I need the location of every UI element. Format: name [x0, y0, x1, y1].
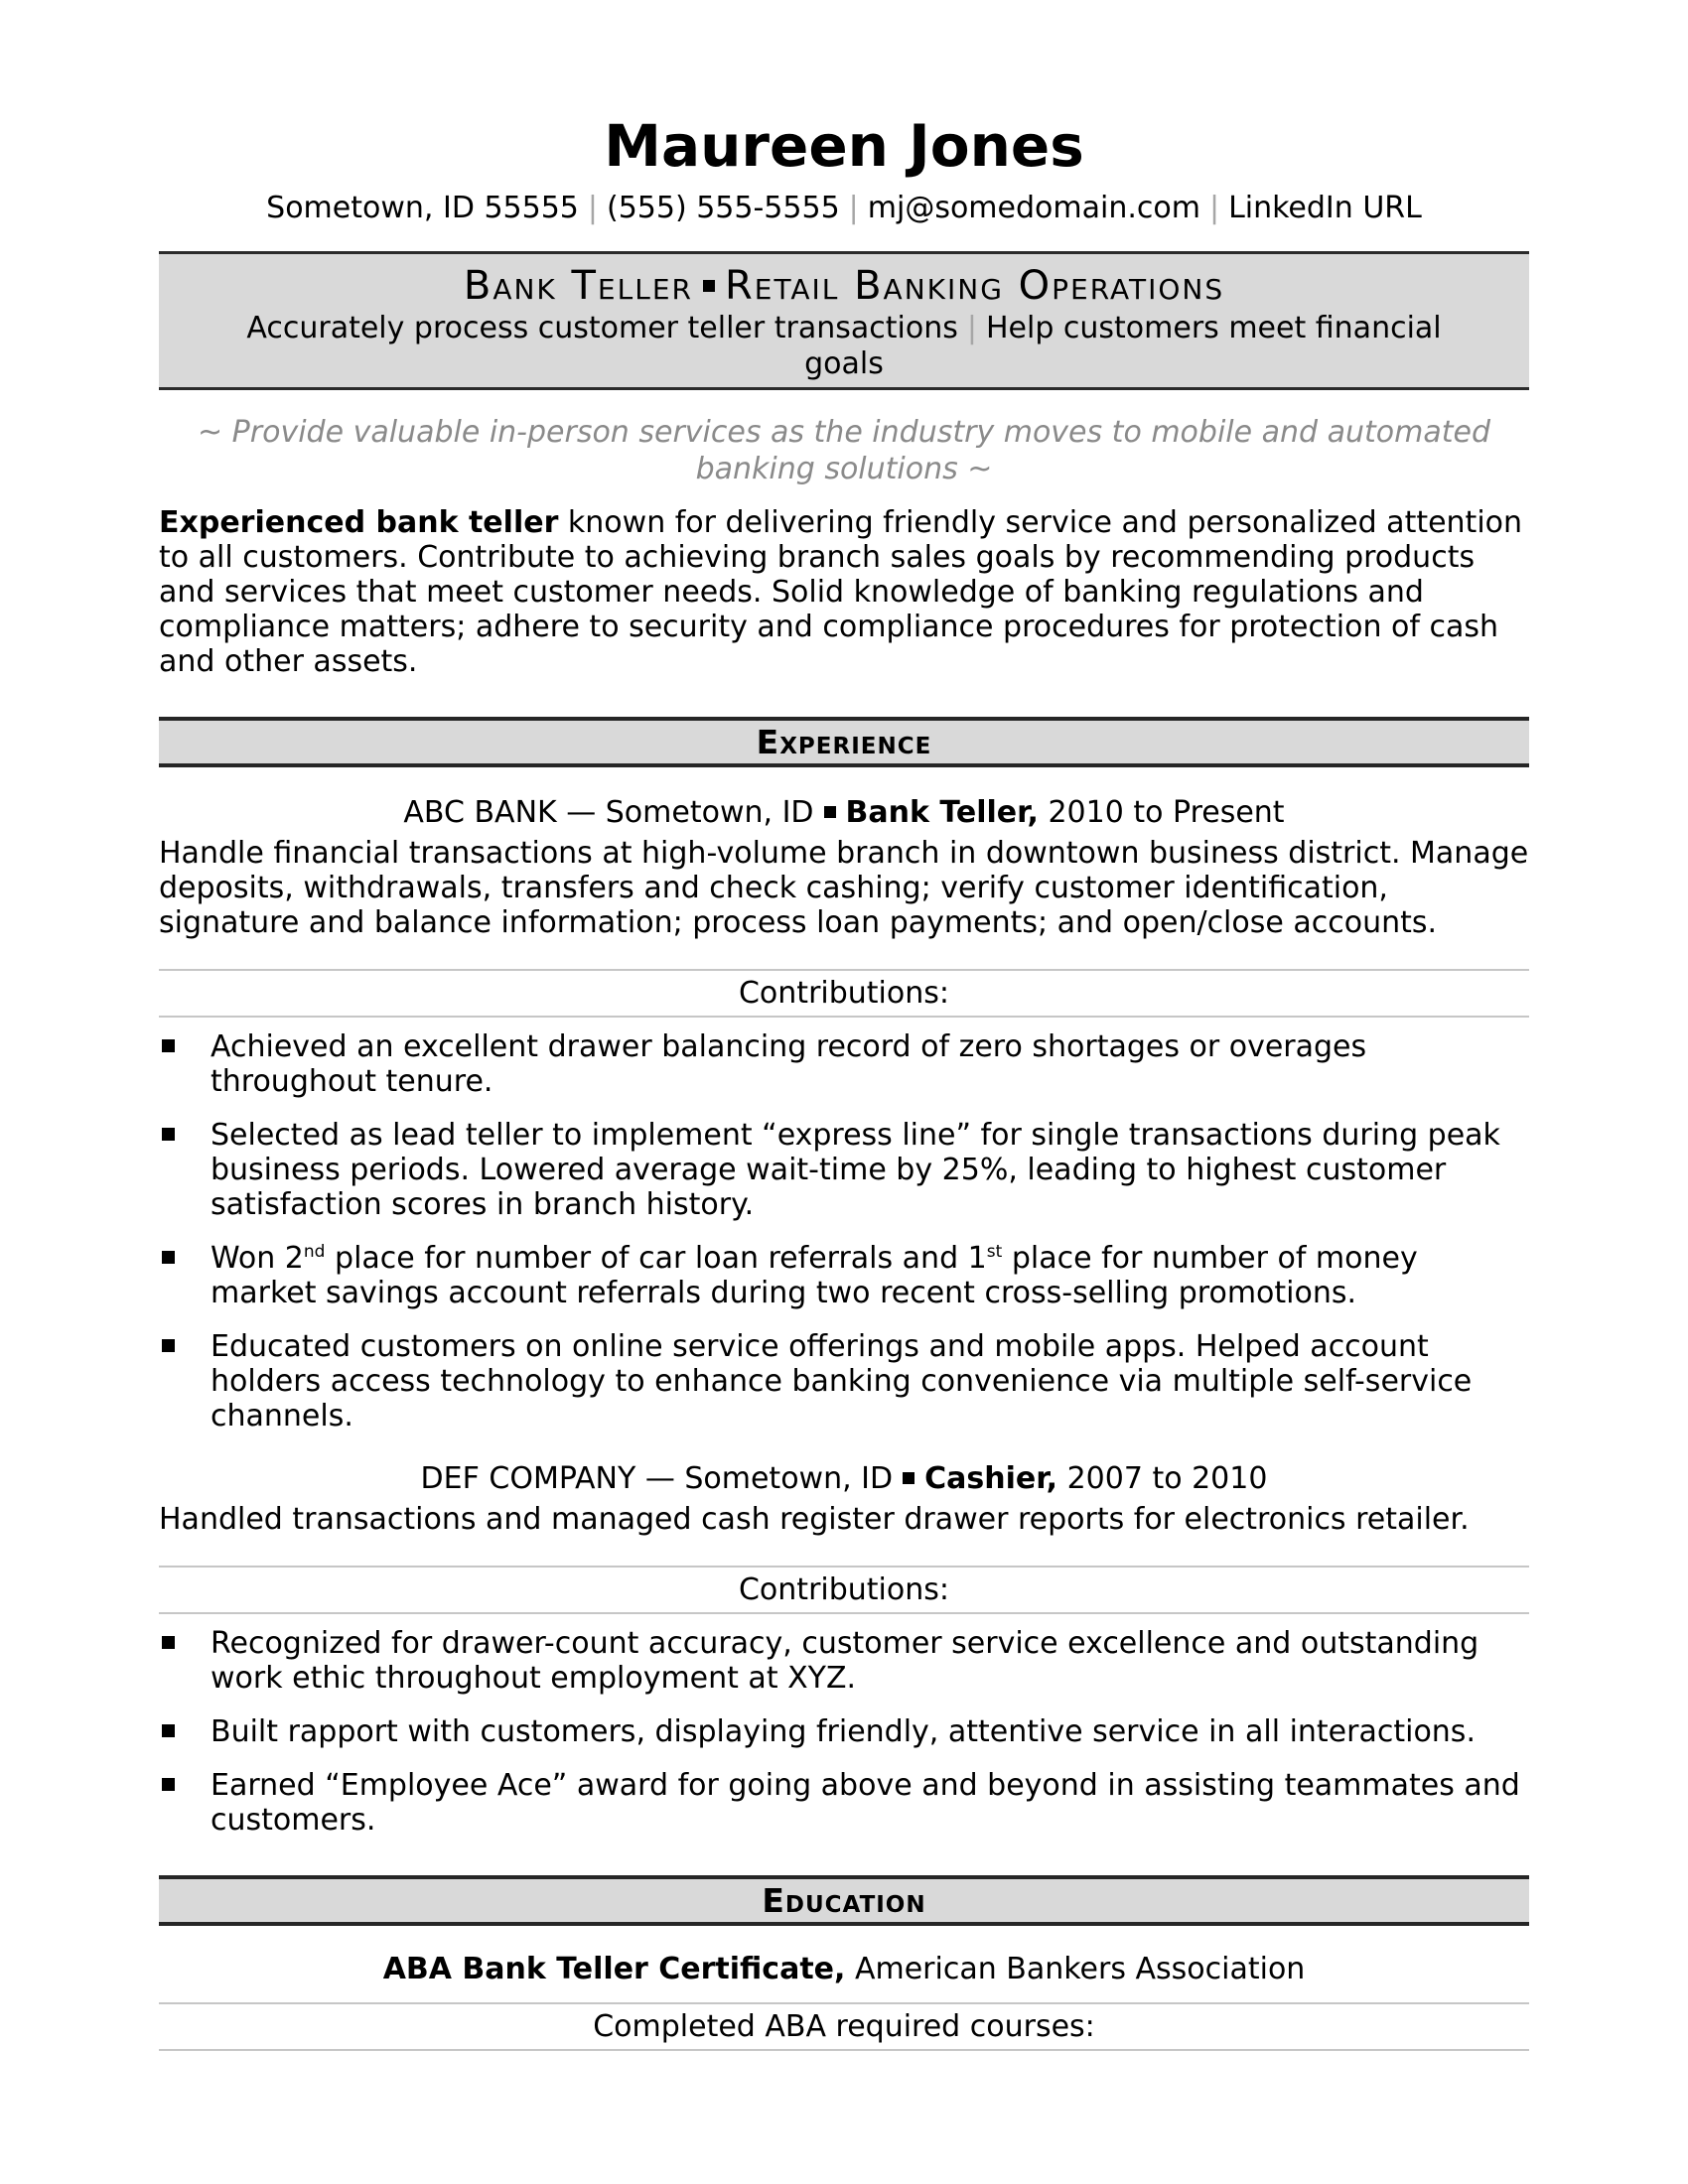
bullet-item	[159, 1118, 1529, 1222]
completed-courses-divider	[159, 2002, 1529, 2051]
contact-line	[159, 191, 1529, 225]
section-header-education: Education	[159, 1875, 1529, 1926]
separator-pipe: |	[848, 191, 859, 225]
bullet-item	[159, 1241, 1529, 1310]
bullet-text: Recognized for drawer-count accuracy, customer service excellence and outstanding work ethic throughout employment at XYZ.	[211, 1626, 1479, 1696]
job-heading	[159, 795, 1529, 830]
contact-item-email: mj@somedomain.com	[867, 191, 1200, 225]
separator-pipe: |	[1208, 191, 1220, 225]
tagline: ~ Provide valuable in-person services as the industry moves to mobile and automated banking solutions ~	[198, 415, 1490, 486]
bullet-text: Built rapport with customers, displaying friendly, attentive service in all interactions.	[211, 1714, 1476, 1749]
contact-item-phone: (555) 555-5555	[607, 191, 840, 225]
contributions-label: Contributions:	[738, 976, 949, 1011]
section-header-experience: Experience	[159, 717, 1529, 767]
bullet-text: Won 2	[211, 1241, 304, 1276]
bullet-item	[159, 1029, 1529, 1099]
ordinal-superscript: nd	[303, 1242, 326, 1262]
job-dates: 2007 to 2010	[1066, 1461, 1268, 1496]
contact-item-location: Sometown, ID 55555	[266, 191, 579, 225]
title-banner	[159, 251, 1529, 390]
certificate-org: American Bankers Association	[854, 1952, 1306, 1986]
bullet-text: place for number of car loan referrals and 1	[325, 1241, 987, 1276]
summary-paragraph	[159, 505, 1529, 679]
banner-title-part2: Retail Banking Operations	[724, 263, 1225, 309]
ordinal-superscript: st	[986, 1242, 1003, 1262]
bullet-item	[159, 1714, 1529, 1749]
summary-body: known for delivering friendly service and personalized attention to all customers. Contribute to achieving branch sales goals by recommending products and services that meet customer needs. Solid knowledge of banking regulations and compliance matters; adhere to security and compliance procedures for protection of cash and other assets.	[159, 505, 1523, 679]
completed-courses-label: Completed ABA required courses:	[593, 2009, 1095, 2044]
separator-pipe: |	[587, 191, 599, 225]
bullet-list	[159, 1029, 1529, 1433]
bullet-text: Earned “Employee Ace” award for going above and beyond in assisting teammates and customers.	[211, 1768, 1520, 1838]
job-title: Bank Teller,	[845, 795, 1039, 830]
job-company-location: DEF COMPANY — Sometown, ID	[420, 1461, 894, 1496]
contributions-divider	[159, 1566, 1529, 1614]
bullet-item	[159, 1626, 1529, 1696]
contributions-divider	[159, 969, 1529, 1018]
separator-pipe: |	[966, 311, 977, 345]
job-description: Handled transactions and managed cash register drawer reports for electronics retailer.	[159, 1502, 1470, 1537]
bullet-list	[159, 1626, 1529, 1838]
job-title: Cashier,	[924, 1461, 1058, 1496]
contributions-label: Contributions:	[738, 1572, 949, 1607]
bullet-text: Educated customers on online service offerings and mobile apps. Helped account holders access technology to enhance banking convenience via multiple self-service channels.	[211, 1329, 1473, 1433]
job-heading	[159, 1461, 1529, 1496]
bullet-text: place for number of money market savings account referrals during two recent cross-selling promotions.	[211, 1241, 1418, 1310]
bullet-item	[159, 1768, 1529, 1838]
banner-title-part1: Bank Teller	[463, 263, 693, 309]
job-description: Handle financial transactions at high-volume branch in downtown business district. Manage deposits, withdrawals, transfers and check cashing; verify customer identification, signature and balance information; process loan payments; and open/close accounts.	[159, 836, 1529, 940]
bullet-item	[159, 1329, 1529, 1433]
summary-lead: Experienced bank teller	[159, 505, 559, 540]
banner-title	[179, 261, 1509, 311]
banner-subtitle-part2: Help customers meet financial goals	[804, 311, 1442, 381]
square-bullet-icon	[703, 280, 715, 292]
certificate-line	[159, 1952, 1529, 1986]
bullet-text: Achieved an excellent drawer balancing record of zero shortages or overages throughout tenure.	[211, 1029, 1367, 1099]
square-bullet-icon	[903, 1472, 914, 1484]
banner-subtitle-part1: Accurately process customer teller transactions	[246, 311, 958, 345]
job-company-location: ABC BANK — Sometown, ID	[403, 795, 814, 830]
person-name: Maureen Jones	[604, 112, 1084, 180]
contact-item-linkedin: LinkedIn URL	[1228, 191, 1422, 225]
banner-subtitle	[228, 311, 1460, 382]
job-dates: 2010 to Present	[1048, 795, 1285, 830]
bullet-text: Selected as lead teller to implement “express line” for single transactions during peak business periods. Lowered average wait-time by 25%, leading to highest customer satisfaction scores in branch history.	[211, 1118, 1500, 1222]
square-bullet-icon	[824, 806, 836, 818]
certificate-name: ABA Bank Teller Certificate,	[382, 1952, 846, 1986]
